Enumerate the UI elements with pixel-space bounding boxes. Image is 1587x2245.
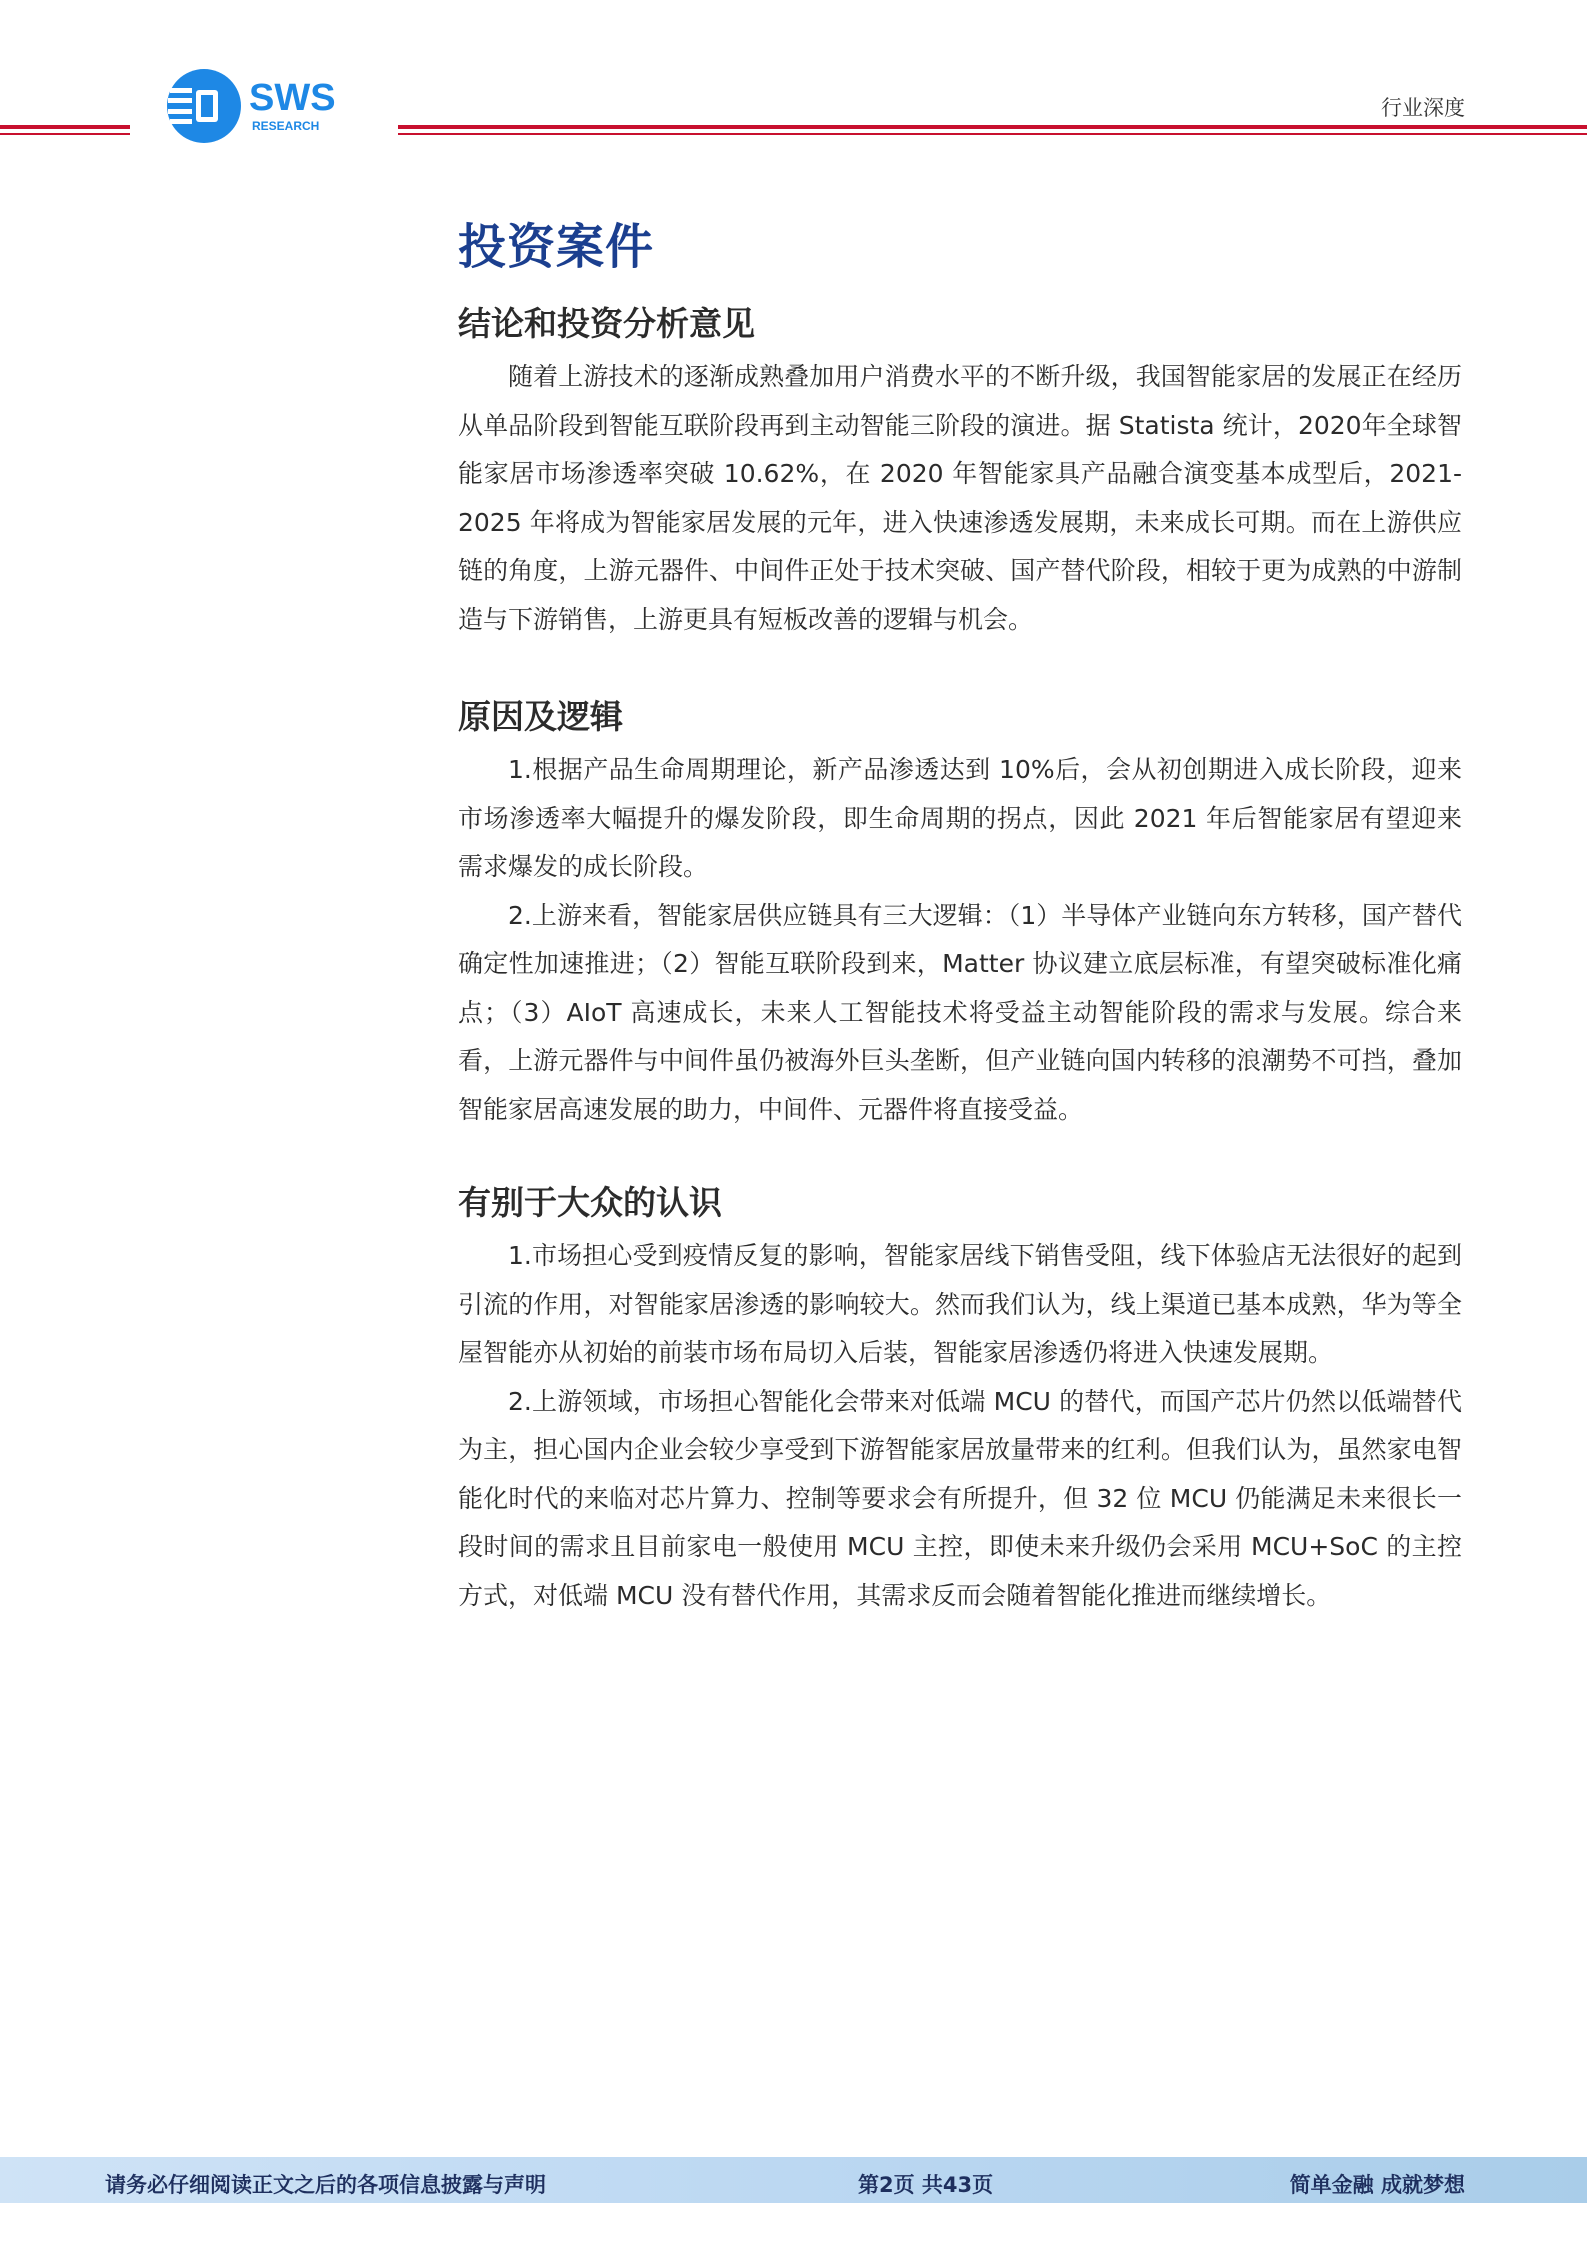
section-heading: 原因及逻辑 [458,697,623,736]
header-rule-right-thin [398,133,1587,135]
category-tag: 行业深度 [1381,96,1465,120]
section-heading: 结论和投资分析意见 [458,304,755,343]
header-rule-left [0,125,130,129]
section-heading: 有别于大众的认识 [458,1183,722,1222]
logo-text: SWS [249,77,336,119]
section-different-view [458,1180,1462,1620]
footer-page-info: 第2页 共43页 [858,2173,994,2197]
sws-logo [166,66,366,146]
logo-subtext: RESEARCH [252,119,320,133]
main-content [458,215,1462,1666]
paragraph: 2.上游来看，智能家居供应链具有三大逻辑：（1）半导体产业链向东方转移，国产替代确定性加速推进；（2）智能互联阶段到来，Matter 协议建立底层标准，有望突破标准化痛点；（3）AIoT 高速成长，未来人工智能技术将受益主动智能阶段的需求与发展。综合来看，上游元器件与中间件虽仍被海外巨头垄断，但产业链向国内转移的浪潮势不可挡，叠加智能家居高速发展的助力，中间件、元器件将直接受益。 [458,900,1462,1124]
section-reasons [458,694,1462,1134]
footer-slogan: 简单金融 成就梦想 [1289,2173,1465,2197]
sws-logo-mark [166,66,366,146]
header-rule-right [398,125,1587,129]
paragraph: 随着上游技术的逐渐成熟叠加用户消费水平的不断升级，我国智能家居的发展正在经历从单品阶段到智能互联阶段再到主动智能三阶段的演进。据 Statista 统计，2020年全球智能家居市场渗透率突破 10.62%，在 2020 年智能家具产品融合演变基本成型后，2021-2025 年将成为智能家居发展的元年，进入快速渗透发展期，未来成长可期。而在上游供应链的角度，上游元器件、中间件正处于技术突破、国产替代阶段，相较于更为成熟的中游制造与下游销售，上游更具有短板改善的逻辑与机会。 [458,362,1462,634]
paragraph: 2.上游领域，市场担心智能化会带来对低端 MCU 的替代，而国产芯片仍然以低端替代为主，担心国内企业会较少享受到下游智能家居放量带来的红利。但我们认为，虽然家电智能化时代的来临对芯片算力、控制等要求会有所提升，但 32 位 MCU 仍能满足未来很长一段时间的需求且目前家电一般使用 MCU 主控，即使未来升级仍会采用 MCU+SoC 的主控方式，对低端 MCU 没有替代作用，其需求反而会随着智能化推进而继续增长。 [458,1386,1462,1610]
footer-disclaimer: 请务必仔细阅读正文之后的各项信息披露与声明 [105,2173,546,2197]
header-rule-left-thin [0,133,130,135]
section-conclusion [458,301,1462,644]
paragraph: 1.市场担心受到疫情反复的影响，智能家居线下销售受阻，线下体验店无法很好的起到引流的作用，对智能家居渗透的影响较大。然而我们认为，线上渠道已基本成熟，华为等全屋智能亦从初始的前装市场布局切入后装，智能家居渗透仍将进入快速发展期。 [458,1241,1462,1367]
page-title: 投资案件 [458,219,655,275]
paragraph: 1.根据产品生命周期理论，新产品渗透达到 10%后，会从初创期进入成长阶段，迎来市场渗透率大幅提升的爆发阶段，即生命周期的拐点，因此 2021 年后智能家居有望迎来需求爆发的成长阶段。 [458,755,1462,881]
